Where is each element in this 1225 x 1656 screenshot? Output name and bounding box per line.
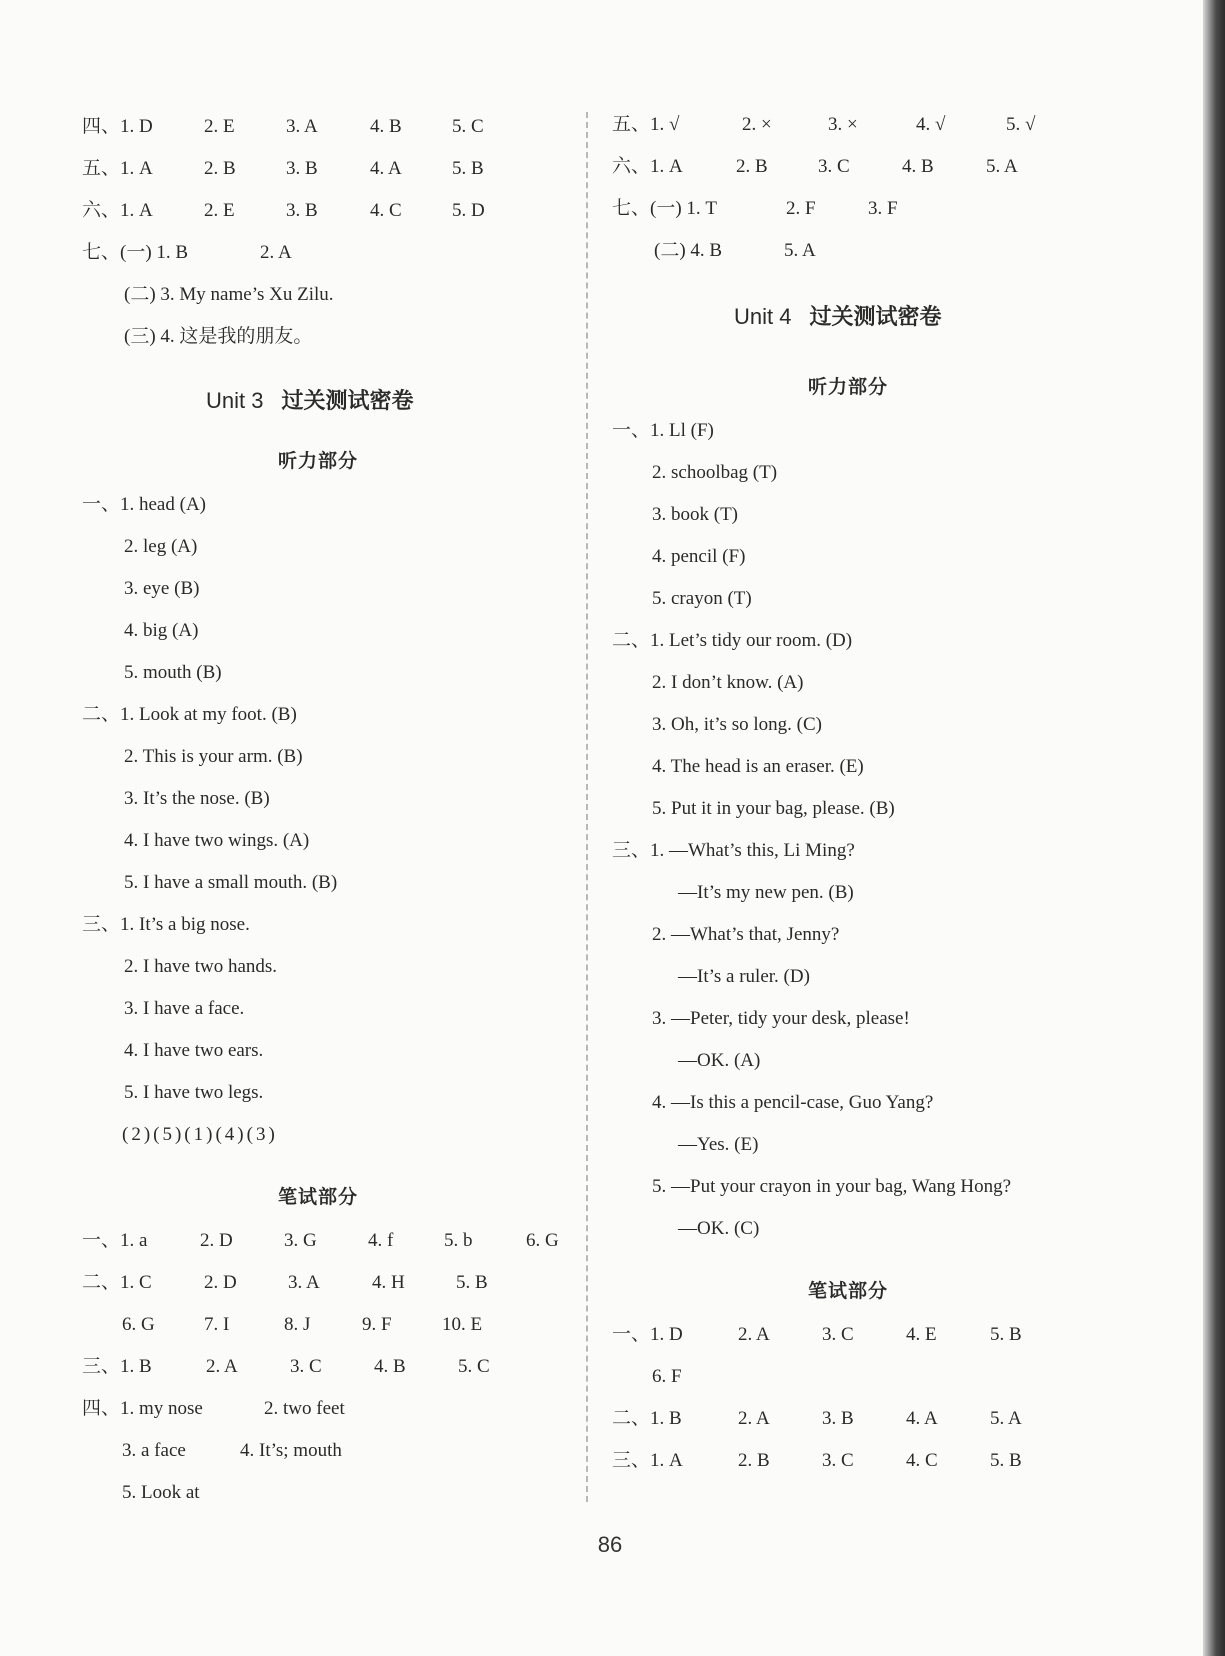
answer-line: 三、1. —What’s this, Li Ming? xyxy=(612,840,855,861)
answer-line: 2. I have two hands. xyxy=(124,956,278,977)
answer-cell: 3. C xyxy=(818,156,850,177)
answer-cell: 6. G xyxy=(526,1230,559,1251)
answer-cell: 2. two feet xyxy=(264,1398,345,1419)
answer-cell: 10. E xyxy=(442,1314,483,1335)
column-divider xyxy=(586,112,588,1502)
answer-cell: 4. C xyxy=(370,200,402,221)
answer-row xyxy=(82,1354,490,1380)
answer-line: 4. I have two wings. (A) xyxy=(124,830,310,851)
answer-line: 4. —Is this a pencil-case, Guo Yang? xyxy=(652,1092,934,1113)
answer-cell: 4. H xyxy=(372,1272,405,1293)
answer-row xyxy=(612,1406,1022,1432)
unit-label: Unit 4 xyxy=(734,304,792,329)
answer-cell: 5. C xyxy=(458,1356,490,1377)
answer-line: 3. book (T) xyxy=(652,504,739,525)
answer-cell: 2. A xyxy=(206,1356,238,1377)
answer-line: 5. crayon (T) xyxy=(652,588,752,609)
answer-cell: 2. F xyxy=(786,198,816,219)
answer-line: 3. —Peter, tidy your desk, please! xyxy=(652,1008,910,1029)
listening-heading: 听力部分 xyxy=(808,377,889,398)
answer-cell: 3. B xyxy=(286,200,318,221)
answer-cell: 2. A xyxy=(738,1324,770,1345)
answer-cell: 7. I xyxy=(204,1314,230,1335)
answer-line: 4. pencil (F) xyxy=(652,546,746,567)
answer-row xyxy=(122,1480,200,1506)
answer-line: 2. This is your arm. (B) xyxy=(124,746,303,767)
answer-cell: 2. D xyxy=(204,1272,237,1293)
answer-row xyxy=(122,1312,482,1338)
answer-cell: 5. b xyxy=(444,1230,473,1251)
answer-cell: 4. It’s; mouth xyxy=(240,1440,342,1461)
answer-row xyxy=(652,1364,682,1390)
answer-cell: 5. A xyxy=(986,156,1018,177)
answer-line: (2)(5)(1)(4)(3) xyxy=(122,1124,278,1145)
unit-title: 过关测试密卷 xyxy=(809,304,942,329)
answer-row xyxy=(82,1396,345,1422)
answer-cell: 8. J xyxy=(284,1314,311,1335)
answer-line: 4. big (A) xyxy=(124,620,199,641)
answer-line: (二) 3. My name’s Xu Zilu. xyxy=(124,284,334,305)
answer-cell: 4. f xyxy=(368,1230,394,1251)
answer-line: 3. I have a face. xyxy=(124,998,245,1019)
answer-cell: 七、(一) 1. T xyxy=(612,198,718,219)
answer-cell: 5. √ xyxy=(1006,114,1036,135)
answer-row xyxy=(612,154,1018,180)
answer-cell: 2. B xyxy=(736,156,768,177)
unit-label: Unit 3 xyxy=(206,388,264,413)
answer-line: —OK. (C) xyxy=(678,1218,760,1239)
answer-cell: 5. C xyxy=(452,116,484,137)
answer-cell: 4. B xyxy=(370,116,402,137)
answer-row xyxy=(82,1270,488,1296)
answer-cell: 4. B xyxy=(374,1356,406,1377)
answer-cell: 七、(一) 1. B xyxy=(82,242,189,263)
answer-cell: 3. B xyxy=(286,158,318,179)
answer-line: 三、1. It’s a big nose. xyxy=(82,914,250,935)
answer-cell: 4. A xyxy=(906,1408,938,1429)
answer-line: —It’s my new pen. (B) xyxy=(678,882,854,903)
section-title xyxy=(206,384,414,415)
answer-row xyxy=(82,198,485,224)
answer-line: 3. Oh, it’s so long. (C) xyxy=(652,714,822,735)
answer-line: 5. —Put your crayon in your bag, Wang Hong? xyxy=(652,1176,1012,1197)
answer-cell: 5. B xyxy=(452,158,484,179)
answer-row xyxy=(612,112,1035,138)
answer-cell: 4. C xyxy=(906,1450,938,1471)
answer-cell: 2. A xyxy=(260,242,292,263)
answer-line: 4. The head is an eraser. (E) xyxy=(652,756,864,777)
answer-cell: 3. a face xyxy=(122,1440,186,1461)
answer-line: —It’s a ruler. (D) xyxy=(678,966,810,987)
listening-heading: 听力部分 xyxy=(278,451,359,472)
answer-cell: 一、1. D xyxy=(612,1324,683,1345)
answer-cell: 9. F xyxy=(362,1314,392,1335)
answer-cell: 5. A xyxy=(784,240,816,261)
answer-cell: 3. B xyxy=(822,1408,854,1429)
answer-cell: 4. √ xyxy=(916,114,946,135)
answer-row xyxy=(82,114,484,140)
answer-cell: 5. D xyxy=(452,200,485,221)
answer-line: 5. mouth (B) xyxy=(124,662,222,683)
answer-cell: 三、1. A xyxy=(612,1450,683,1471)
answer-cell: 5. A xyxy=(990,1408,1022,1429)
answer-cell: 3. C xyxy=(822,1324,854,1345)
answer-cell: 2. E xyxy=(204,116,235,137)
answer-line: 5. I have a small mouth. (B) xyxy=(124,872,338,893)
section-title xyxy=(734,300,942,331)
answer-cell: 4. B xyxy=(902,156,934,177)
answer-line: —OK. (A) xyxy=(678,1050,761,1071)
answer-cell: 2. B xyxy=(204,158,236,179)
answer-row xyxy=(612,1448,1022,1474)
answer-row xyxy=(82,1228,559,1254)
answer-row xyxy=(612,196,898,222)
answer-cell: 二、1. C xyxy=(82,1272,152,1293)
answer-cell: 四、1. D xyxy=(82,116,153,137)
answer-cell: 3. F xyxy=(868,198,898,219)
answer-cell: 3. C xyxy=(822,1450,854,1471)
answer-cell: 6. F xyxy=(652,1366,682,1387)
answer-cell: 五、1. √ xyxy=(612,114,680,135)
answer-row xyxy=(612,1322,1022,1348)
answer-line: 2. schoolbag (T) xyxy=(652,462,778,483)
answer-cell: 2. × xyxy=(742,114,772,135)
answer-line: —Yes. (E) xyxy=(678,1134,759,1155)
page-edge-shadow xyxy=(1203,0,1225,1656)
answer-line: 5. Put it in your bag, please. (B) xyxy=(652,798,895,819)
answer-row xyxy=(82,156,484,182)
answer-line: 一、1. head (A) xyxy=(82,494,206,515)
answer-cell: 5. B xyxy=(990,1324,1022,1345)
answer-cell: 3. A xyxy=(286,116,318,137)
answer-cell: 6. G xyxy=(122,1314,155,1335)
answer-cell: 3. A xyxy=(288,1272,320,1293)
answer-cell: (二) 4. B xyxy=(654,240,723,261)
answer-line: 二、1. Let’s tidy our room. (D) xyxy=(612,630,853,651)
answer-cell: 二、1. B xyxy=(612,1408,682,1429)
answer-line: 3. eye (B) xyxy=(124,578,200,599)
answer-line: 2. leg (A) xyxy=(124,536,198,557)
answer-cell: 3. G xyxy=(284,1230,317,1251)
answer-cell: 2. B xyxy=(738,1450,770,1471)
answer-line: 4. I have two ears. xyxy=(124,1040,264,1061)
answer-line: 5. I have two legs. xyxy=(124,1082,264,1103)
page-number: 86 xyxy=(597,1532,623,1557)
answer-cell: 六、1. A xyxy=(612,156,683,177)
answer-cell: 3. C xyxy=(290,1356,322,1377)
answer-line: (三) 4. 这是我的朋友。 xyxy=(124,326,313,347)
answer-cell: 三、1. B xyxy=(82,1356,152,1377)
answer-cell: 六、1. A xyxy=(82,200,153,221)
answer-line: 2. I don’t know. (A) xyxy=(652,672,804,693)
answer-cell: 2. D xyxy=(200,1230,233,1251)
answer-line: 二、1. Look at my foot. (B) xyxy=(82,704,297,725)
answer-cell: 四、1. my nose xyxy=(82,1398,203,1419)
answer-cell: 2. A xyxy=(738,1408,770,1429)
written-heading: 笔试部分 xyxy=(808,1281,889,1302)
answer-row xyxy=(122,1438,342,1464)
answer-cell: 五、1. A xyxy=(82,158,153,179)
answer-cell: 3. × xyxy=(828,114,858,135)
answer-row xyxy=(654,238,816,264)
written-heading: 笔试部分 xyxy=(278,1187,359,1208)
answer-cell: 4. E xyxy=(906,1324,937,1345)
answer-row xyxy=(82,240,292,266)
answer-line: 一、1. Ll (F) xyxy=(612,420,714,441)
answer-line: 3. It’s the nose. (B) xyxy=(124,788,270,809)
answer-cell: 2. E xyxy=(204,200,235,221)
answer-cell: 5. B xyxy=(990,1450,1022,1471)
unit-title: 过关测试密卷 xyxy=(281,388,414,413)
answer-cell: 5. B xyxy=(456,1272,488,1293)
answer-cell: 4. A xyxy=(370,158,402,179)
answer-line: 2. —What’s that, Jenny? xyxy=(652,924,840,945)
answer-cell: 5. Look at xyxy=(122,1482,200,1503)
answer-cell: 一、1. a xyxy=(82,1230,148,1251)
